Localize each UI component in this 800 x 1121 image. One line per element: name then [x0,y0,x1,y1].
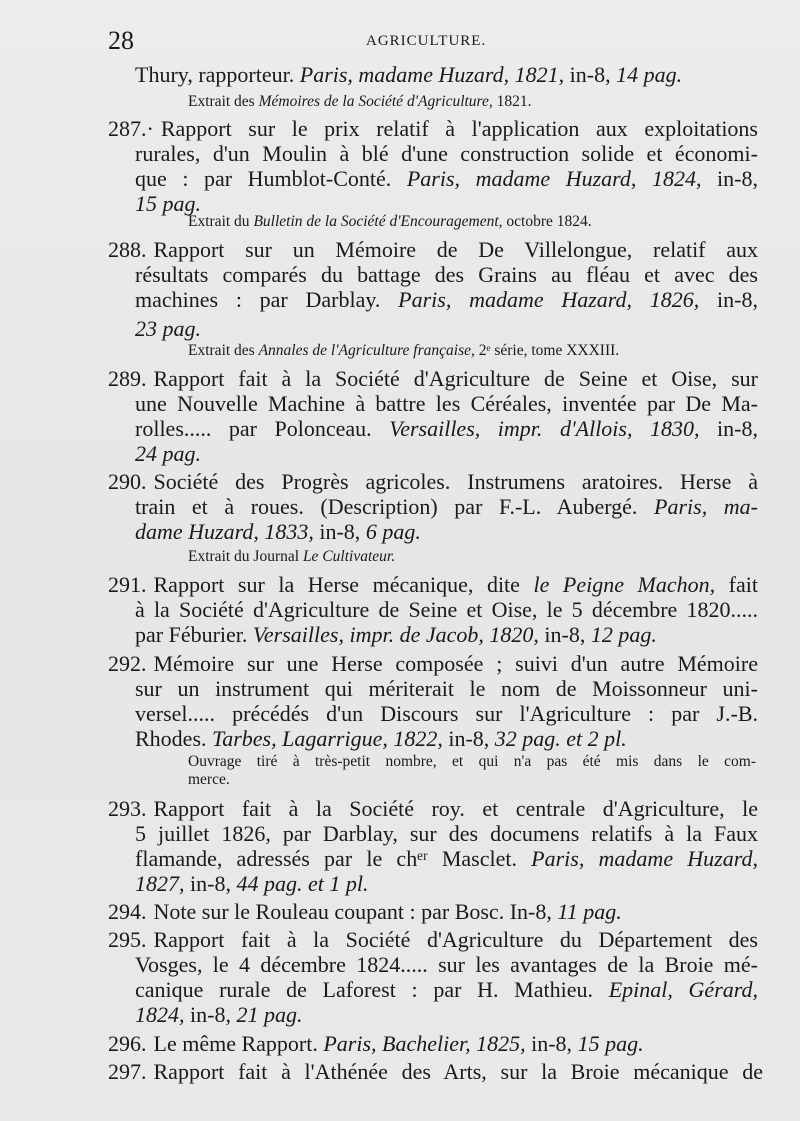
italic-text: Versailles, impr. d'Allois, 1830, [389,416,700,441]
entry-text-line [135,519,421,544]
text-run: machines : par Darblay. [135,287,399,312]
entry-text-line [135,821,758,846]
entry-text-line [108,651,758,676]
italic-text: Mémoires de la Société d'Agriculture, [258,93,493,110]
entry-text-line [135,262,758,287]
italic-text: 6 pag. [365,519,421,544]
text-run: résultats comparés du battage des Grains au fléau et avec des [135,262,758,287]
italic-text: Le Cultivateur. [302,548,396,565]
text-run: in-8, [184,1002,237,1027]
text-run: in-8, [525,1031,578,1056]
entry-text-line [135,701,758,726]
italic-text: 23 pag. [135,316,201,341]
text-run: Thury, rapporteur. [135,62,300,87]
entry-text-line [135,391,758,416]
entry-text-line [135,441,201,466]
text-run: fait [715,572,758,597]
italic-text: le Peigne Machon, [533,572,716,597]
entry-text-line [135,287,758,312]
text-run: versel..... précédés d'un Discours sur l'Agriculture : par J.-B. [135,701,758,726]
entry-text-line [135,1002,302,1027]
text-run: sur un instrument qui mériterait le nom de Moissonneur uni- [135,676,758,701]
text-run: Extrait des [188,93,259,110]
text-run: train et à roues. (Description) par F.-L. Aubergé. [135,494,655,519]
source-note-line [188,770,230,790]
italic-text: 1824, [135,1002,185,1027]
text-run: Extrait des [188,342,259,359]
entry-number: 292. [108,651,147,676]
italic-text: Bulletin de la Société d'Encouragement, [253,213,503,230]
text-run: in-8, [184,871,237,896]
source-note-line [188,547,395,567]
italic-text: 44 pag. et 1 pl. [236,871,369,896]
entry-text-line [135,871,368,896]
italic-text: Epinal, Gérard, [608,977,758,1002]
italic-text: 12 pag. [590,622,657,647]
source-note-line [188,92,532,112]
text-run: in-8, [699,287,758,312]
page-number: 28 [108,26,134,55]
text-run: 1821. [492,93,532,110]
page-header [108,26,760,60]
entry-text-line [135,597,758,622]
italic-text: Paris, Bachelier, 1825, [323,1031,526,1056]
italic-text: Paris, madame Huzard, 1821, [299,62,565,87]
italic-text: dame Huzard, 1833, [135,519,314,544]
text-run: Rapport fait à l'Athénée des Arts, sur la Broie mécanique de [153,1059,763,1084]
text-run: à la Société d'Agriculture de Seine et Oise, le 5 décembre 1820..... [135,597,758,622]
italic-text: Annales de l'Agriculture française, [258,342,475,359]
text-run: flamande, adressés par le chᵉʳ Masclet. [135,846,532,871]
text-run: merce. [188,771,230,788]
text-run: Extrait du Journal [188,548,303,565]
entry-text-line [108,899,622,924]
entry-number: 296. [108,1031,147,1056]
entry-text-line [108,1031,644,1056]
entry-text-line [135,494,758,519]
entry-number: 291. [108,572,147,597]
text-run: Note sur le Rouleau coupant : par Bosc. In-8, [153,899,558,924]
italic-text: Versailles, impr. de Jacob, 1820, [252,622,539,647]
italic-text: 24 pag. [135,441,201,466]
text-run: Rapport sur le prix relatif à l'application aux exploitations [160,116,758,141]
entry-text-line [108,366,758,391]
italic-text: 11 pag. [557,899,622,924]
entry-text-line [135,141,758,166]
text-run: Rapport sur un Mémoire de De Villelongue, relatif aux [153,237,758,262]
italic-text: 14 pag. [616,62,683,87]
text-run: une Nouvelle Machine à battre les Céréales, inventée par De Ma- [135,391,758,416]
entry-number: 295. [108,927,147,952]
italic-text: 32 pag. et 2 pl. [494,726,627,751]
text-run: in-8, [313,519,366,544]
entry-text-line [108,116,758,141]
text-run: Rapport fait à la Société d'Agriculture du Département des [153,927,758,952]
text-run: Rhodes. [135,726,212,751]
entry-text-line [108,572,758,597]
text-run: in-8, [442,726,495,751]
running-title: AGRICULTURE. [366,33,487,49]
entry-text-line [108,1059,763,1084]
text-run: Extrait du [188,213,254,230]
text-run: rurales, d'un Moulin à blé d'une construction solide et économi- [135,141,758,166]
text-run: 2ᵉ série, tome XXXIII. [474,342,620,359]
source-note-line [188,341,619,361]
italic-text: 21 pag. [236,1002,303,1027]
entry-text-line [135,952,758,977]
entry-number: 289. [108,366,147,391]
text-run: Société des Progrès agricoles. Instrumens aratoires. Herse à [153,469,758,494]
entry-number: 293. [108,796,147,821]
entry-text-line [135,316,201,341]
text-run: canique rurale de Laforest : par H. Mathieu. [135,977,609,1002]
entry-text-line [135,726,627,751]
italic-text: Paris, madame Hazard, 1826, [398,287,700,312]
text-run: Vosges, le 4 décembre 1824..... sur les avantages de la Broie mé- [135,952,758,977]
italic-text: Paris, ma- [654,494,759,519]
text-run: in-8, [564,62,617,87]
text-run: in-8, [701,166,758,191]
text-run: in-8, [699,416,758,441]
entry-text-line [135,846,758,871]
text-run: Ouvrage tiré à très-petit nombre, et qui n'a pas été mis dans le com- [188,753,756,770]
text-run: Mémoire sur une Herse composée ; suivi d'un autre Mémoire [153,651,758,676]
italic-text: 15 pag. [577,1031,644,1056]
entry-text-line [135,622,657,647]
source-note-line [188,212,592,232]
entry-text-line [108,469,758,494]
entry-number: 294. [108,899,147,924]
text-run: in-8, [538,622,591,647]
entry-text-line [108,237,758,262]
italic-text: Paris, madame Huzard, [531,846,758,871]
text-run: que : par Humblot-Conté. [135,166,407,191]
entry-number: 290. [108,469,147,494]
entry-number: 288. [108,237,147,262]
entry-text-line [108,927,758,952]
entry-number: 297. [108,1059,147,1084]
entry-text-line [135,977,758,1002]
text-run: 5 juillet 1826, par Darblay, sur des documens relatifs à la Faux [135,821,758,846]
entry-text-line [135,62,755,87]
italic-text: 1827, [135,871,185,896]
text-run: Le même Rapport. [153,1031,324,1056]
entry-number: 287.· [108,116,154,141]
italic-text: Paris, madame Huzard, 1824, [406,166,702,191]
entry-text-line [108,796,758,821]
text-run: Rapport fait à la Société d'Agriculture de Seine et Oise, sur [153,366,758,391]
text-run: octobre 1824. [502,213,592,230]
text-run: par Féburier. [135,622,253,647]
italic-text: 15 pag. [135,191,201,216]
text-run: Rapport sur la Herse mécanique, dite [153,572,534,597]
text-run: rolles..... par Polonceau. [135,416,390,441]
entry-text-line [135,416,758,441]
source-note-line [188,752,756,772]
entry-text-line [135,676,758,701]
entry-text-line [135,166,758,191]
text-run: Rapport fait à la Société roy. et centrale d'Agriculture, le [153,796,758,821]
italic-text: Tarbes, Lagarrigue, 1822, [212,726,443,751]
